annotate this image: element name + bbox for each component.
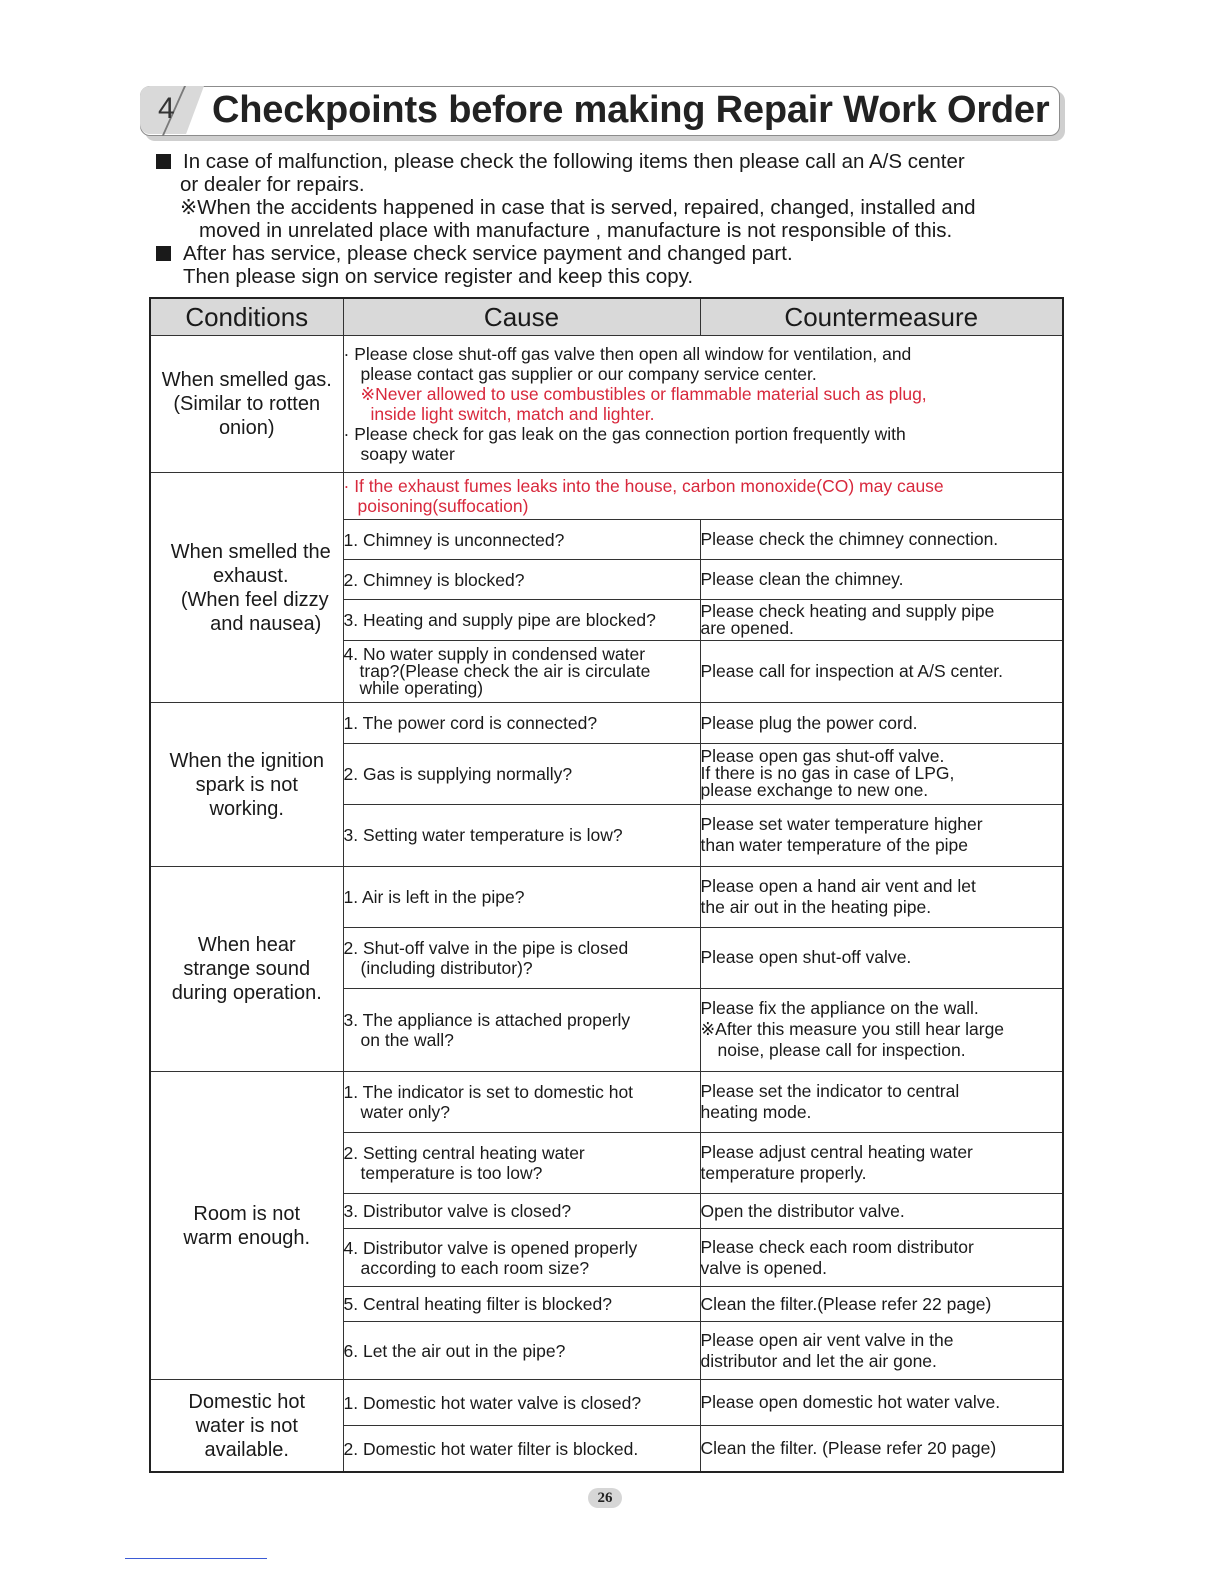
countermeasure-cell: Please set water temperature higher than water temperature of the pipe <box>700 804 1063 866</box>
table-row <box>150 1071 1063 1132</box>
cause-cell: 4. No water supply in condensed water trap?(Please check the air is circulate while operating) <box>343 641 700 703</box>
intro-line: moved in unrelated place with manufacture , manufacture is not responsible of this. <box>199 219 953 242</box>
exhaust-warning: · If the exhaust fumes leaks into the house, carbon monoxide(CO) may cause poisoning(suffocation) <box>343 473 1063 520</box>
countermeasure-cell: Please open domestic hot water valve. <box>700 1380 1063 1426</box>
intro-line: Then please sign on service register and keep this copy. <box>183 265 694 288</box>
cause-cell: 2. Setting central heating water temperature is too low? <box>343 1132 700 1193</box>
note-line: soapy water <box>360 444 455 465</box>
header-conditions: Conditions <box>150 298 343 336</box>
intro-line: or dealer for repairs. <box>180 173 365 196</box>
troubleshooting-table <box>149 297 1064 1473</box>
countermeasure-cell: Please clean the chimney. <box>700 560 1063 600</box>
table-header-row <box>150 298 1063 336</box>
header-cause: Cause <box>343 298 700 336</box>
header-countermeasure: Countermeasure <box>700 298 1063 336</box>
cause-cell: 2. Domestic hot water filter is blocked. <box>343 1426 700 1472</box>
warning-line: inside light switch, match and lighter. <box>370 404 655 425</box>
countermeasure-cell: Open the distributor valve. <box>700 1194 1063 1229</box>
cause-cell: 1. The indicator is set to domestic hot water only? <box>343 1071 700 1132</box>
cause-cell: 1. The power cord is connected? <box>343 703 700 743</box>
note-line: please contact gas supplier or our company service center. <box>360 364 817 385</box>
condition-ignition: When the ignition spark is not working. <box>150 703 343 866</box>
cause-cell: 1. Domestic hot water valve is closed? <box>343 1380 700 1426</box>
gas-notes <box>343 336 1063 473</box>
countermeasure-cell: Please call for inspection at A/S center. <box>700 641 1063 703</box>
condition-exhaust: When smelled the exhaust. (When feel dizzy and nausea) <box>150 473 343 703</box>
condition-hotwater: Domestic hot water is not available. <box>150 1380 343 1472</box>
table-row <box>150 473 1063 520</box>
table-row <box>150 336 1063 473</box>
countermeasure-cell: Please open a hand air vent and let the air out in the heating pipe. <box>700 866 1063 927</box>
table-row <box>150 866 1063 927</box>
page-number: 26 <box>588 1488 622 1508</box>
cause-cell: 2. Shut-off valve in the pipe is closed (including distributor)? <box>343 927 700 988</box>
cause-cell: 6. Let the air out in the pipe? <box>343 1322 700 1380</box>
cause-cell: 2. Gas is supplying normally? <box>343 743 700 804</box>
cause-cell: 1. Chimney is unconnected? <box>343 520 700 560</box>
cause-cell: 5. Central heating filter is blocked? <box>343 1287 700 1322</box>
intro-notes <box>154 150 1074 288</box>
page-title: Checkpoints before making Repair Work Order <box>212 89 1050 131</box>
intro-line: In case of malfunction, please check the following items then please call an A/S center <box>154 150 1074 173</box>
countermeasure-cell: Please open air vent valve in the distributor and let the air gone. <box>700 1322 1063 1380</box>
footer-rule <box>125 1558 267 1559</box>
countermeasure-cell: Please open gas shut-off valve. If there is no gas in case of LPG, please exchange to new one. <box>700 743 1063 804</box>
countermeasure-cell: Clean the filter.(Please refer 22 page) <box>700 1287 1063 1322</box>
countermeasure-cell: Please set the indicator to central heating mode. <box>700 1071 1063 1132</box>
cause-cell: 2. Chimney is blocked? <box>343 560 700 600</box>
cause-cell: 3. Distributor valve is closed? <box>343 1194 700 1229</box>
condition-gas: When smelled gas. (Similar to rotten onion) <box>150 336 343 473</box>
countermeasure-cell: Please adjust central heating water temperature properly. <box>700 1132 1063 1193</box>
section-number: 4 <box>158 92 175 125</box>
note-line: · Please close shut-off gas valve then open all window for ventilation, and <box>343 344 912 365</box>
section-header <box>140 86 1066 140</box>
countermeasure-cell: Please open shut-off valve. <box>700 927 1063 988</box>
condition-sound: When hear strange sound during operation. <box>150 866 343 1071</box>
countermeasure-cell: Please check each room distributor valve is opened. <box>700 1229 1063 1287</box>
countermeasure-cell: Please fix the appliance on the wall. ※After this measure you still hear large noise, please call for inspection. <box>700 988 1063 1071</box>
intro-line: ※When the accidents happened in case that is served, repaired, changed, installed and <box>180 196 976 219</box>
countermeasure-cell: Please plug the power cord. <box>700 703 1063 743</box>
note-line: · Please check for gas leak on the gas connection portion frequently with <box>343 424 906 445</box>
cause-cell: 3. Setting water temperature is low? <box>343 804 700 866</box>
cause-cell: 3. Heating and supply pipe are blocked? <box>343 600 700 641</box>
condition-warm: Room is not warm enough. <box>150 1071 343 1379</box>
cause-cell: 1. Air is left in the pipe? <box>343 866 700 927</box>
countermeasure-cell: Please check heating and supply pipe are opened. <box>700 600 1063 641</box>
warning-line: ※Never allowed to use combustibles or flammable material such as plug, <box>360 384 927 405</box>
countermeasure-cell: Clean the filter. (Please refer 20 page) <box>700 1426 1063 1472</box>
bullet-square-icon <box>156 154 171 169</box>
bullet-square-icon <box>156 246 171 261</box>
cause-cell: 3. The appliance is attached properly on the wall? <box>343 988 700 1071</box>
intro-line: After has service, please check service payment and changed part. <box>154 242 1074 265</box>
table-row <box>150 703 1063 743</box>
cause-cell: 4. Distributor valve is opened properly according to each room size? <box>343 1229 700 1287</box>
countermeasure-cell: Please check the chimney connection. <box>700 520 1063 560</box>
table-row <box>150 1380 1063 1426</box>
